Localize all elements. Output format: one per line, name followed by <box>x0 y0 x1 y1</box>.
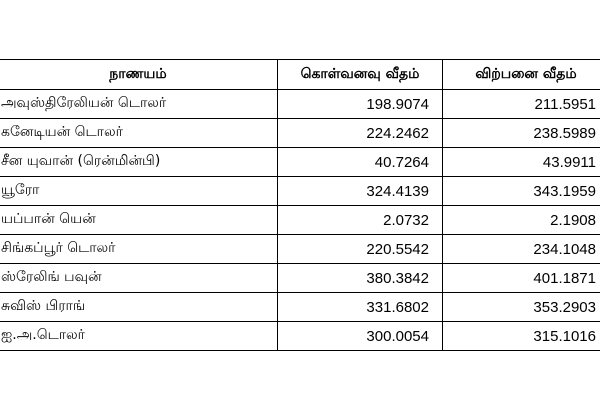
table-row <box>0 322 600 351</box>
table-row <box>0 206 600 235</box>
table-row <box>0 90 600 119</box>
buying-rate: 300.0054 <box>278 322 443 351</box>
table-row <box>0 177 600 206</box>
table-row <box>0 293 600 322</box>
selling-rate: 211.5951 <box>443 90 600 119</box>
buying-rate: 331.6802 <box>278 293 443 322</box>
buying-rate: 380.3842 <box>278 264 443 293</box>
selling-rate: 401.1871 <box>443 264 600 293</box>
table-row <box>0 148 600 177</box>
table-row <box>0 264 600 293</box>
table-row <box>0 119 600 148</box>
currency-name: ஸ்ரேலிங் பவுன் <box>0 264 278 293</box>
exchange-rate-table <box>0 59 600 351</box>
buying-rate: 224.2462 <box>278 119 443 148</box>
header-selling-rate: விற்பனை வீதம் <box>443 60 600 90</box>
buying-rate: 2.0732 <box>278 206 443 235</box>
header-buying-rate: கொள்வனவு வீதம் <box>278 60 443 90</box>
buying-rate: 220.5542 <box>278 235 443 264</box>
currency-name: சுவிஸ் பிராங் <box>0 293 278 322</box>
selling-rate: 238.5989 <box>443 119 600 148</box>
table-header-row <box>0 60 600 90</box>
currency-name: அவுஸ்திரேலியன் டொலர் <box>0 90 278 119</box>
buying-rate: 324.4139 <box>278 177 443 206</box>
currency-name: கனேடியன் டொலர் <box>0 119 278 148</box>
header-currency: நாணயம் <box>0 60 278 90</box>
selling-rate: 353.2903 <box>443 293 600 322</box>
table-row <box>0 235 600 264</box>
currency-name: சிங்கப்பூர் டொலர் <box>0 235 278 264</box>
selling-rate: 43.9911 <box>443 148 600 177</box>
selling-rate: 234.1048 <box>443 235 600 264</box>
currency-name: ஐ.அ.டொலர் <box>0 322 278 351</box>
buying-rate: 40.7264 <box>278 148 443 177</box>
selling-rate: 315.1016 <box>443 322 600 351</box>
selling-rate: 343.1959 <box>443 177 600 206</box>
currency-name: சீன யுவான் (ரென்மின்பி) <box>0 148 278 177</box>
currency-name: யப்பான் யென் <box>0 206 278 235</box>
selling-rate: 2.1908 <box>443 206 600 235</box>
buying-rate: 198.9074 <box>278 90 443 119</box>
currency-name: யூரோ <box>0 177 278 206</box>
